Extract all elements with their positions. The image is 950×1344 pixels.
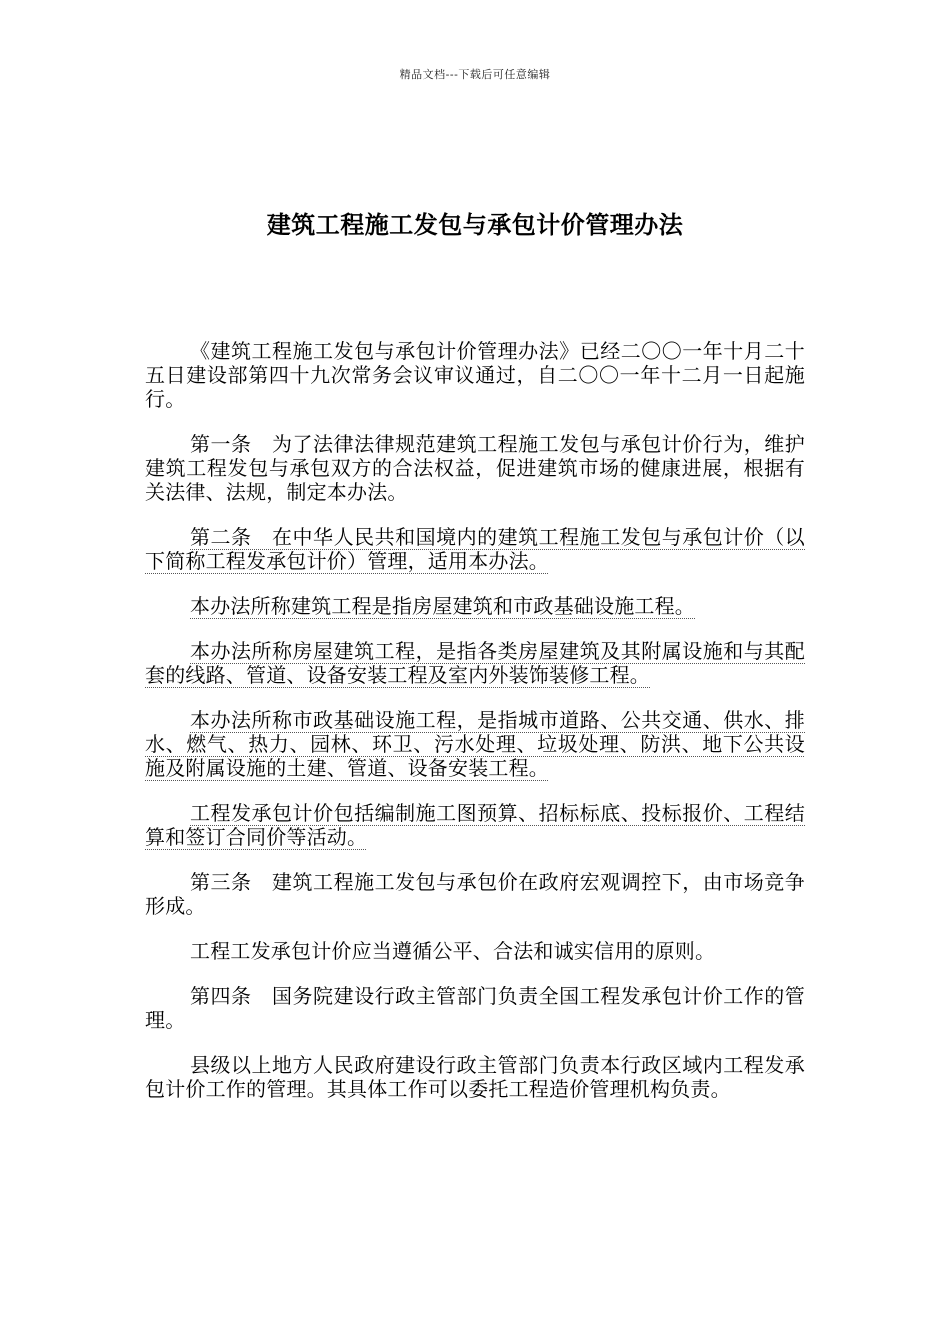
paragraph-principles: 工程工发承包计价应当遵循公平、合法和诚实信用的原则。 [190,939,716,963]
tracked-change-text: 第二条 在中华人民共和国境内的建筑工程施工发包与承包计价（以下简称工程发承包计价）管理，适用本办法。 [145,525,805,573]
paragraph-housing-definition [145,639,805,687]
tracked-change-text: 本办法所称房屋建筑工程，是指各类房屋建筑及其附属设施和与其配套的线路、管道、设备安装工程及室内外装饰装修工程。 [145,639,805,687]
paragraph-construction-definition [145,594,805,618]
paragraph-article-3: 第三条 建筑工程施工发包与承包价在政府宏观调控下，由市场竞争形成。 [145,870,805,918]
document-title: 建筑工程施工发包与承包计价管理办法 [266,211,684,239]
page-header: 精品文档---下载后可任意编辑 [399,68,551,81]
paragraph-local-authority: 县级以上地方人民政府建设行政主管部门负责本行政区域内工程发承包计价工作的管理。其具体工作可以委托工程造价管理机构负责。 [145,1053,805,1101]
paragraph-pricing-scope [145,801,805,849]
paragraph-article-2 [145,525,805,573]
tracked-change-text: 本办法所称市政基础设施工程，是指城市道路、公共交通、供水、排水、燃气、热力、园林、环卫、污水处理、垃圾处理、防洪、地下公共设施及附属设施的土建、管道、设备安装工程。 [145,708,805,780]
paragraph-article-1: 第一条 为了法律法律规范建筑工程施工发包与承包计价行为，维护建筑工程发包与承包双方的合法权益，促进建筑市场的健康进展，根据有关法律、法规，制定本办法。 [145,432,805,504]
paragraph-municipal-definition [145,708,805,780]
tracked-change-text: 工程发承包计价包括编制施工图预算、招标标底、投标报价、工程结算和签订合同价等活动。 [145,801,805,849]
tracked-change-text: 本办法所称建筑工程是指房屋建筑和市政基础设施工程。 [190,594,695,618]
paragraph-article-4: 第四条 国务院建设行政主管部门负责全国工程发承包计价工作的管理。 [145,984,805,1032]
document-body [145,339,805,1101]
paragraph-preamble: 《建筑工程施工发包与承包计价管理办法》已经二〇〇一年十月二十五日建设部第四十九次常务会议审议通过，自二〇〇一年十二月一日起施行。 [145,339,805,411]
